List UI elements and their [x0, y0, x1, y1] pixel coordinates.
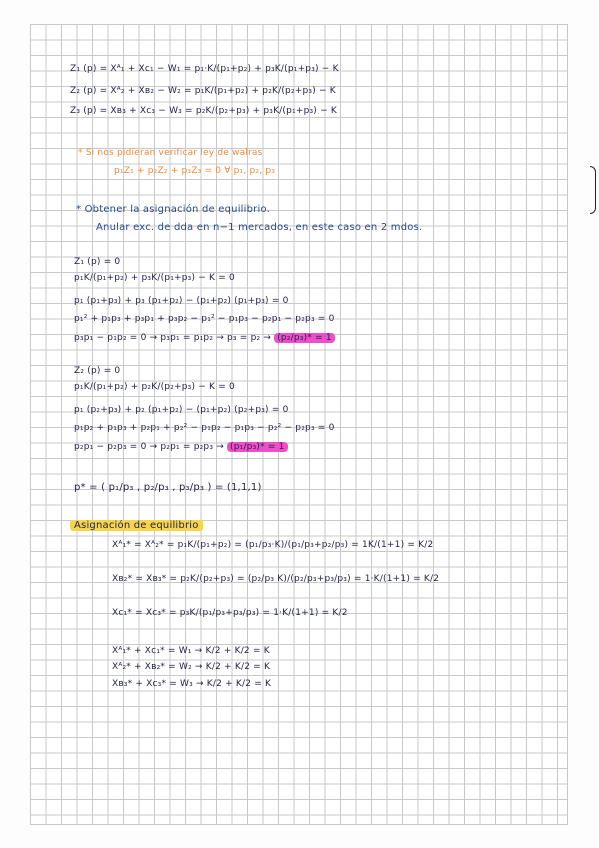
eq-z3: Z₃ (p) = Xʙ₃ + Xᴄ₃ − W₃ = p₂K/(p₂+p₃) + p₃K/(p₁+p₃) − K: [70, 106, 337, 116]
check-sum-1: Xᴬ₁* + Xᴄ₁* = W₁ → K/2 + K/2 = K: [112, 646, 270, 656]
block-a-line-2: p₁K/(p₁+p₂) + p₃K/(p₁+p₃) − K = 0: [74, 273, 235, 283]
allocation-good-c: Xᴄ₁* = Xᴄ₃* = p₃K/(p₁/p₃+p₃/p₃) = 1·K/(1+1) = K/2: [112, 608, 348, 618]
check-sum-3: Xʙ₃* + Xᴄ₃* = W₃ → K/2 + K/2 = K: [112, 679, 272, 689]
allocation-heading: [70, 520, 203, 531]
allocation-good-b: Xʙ₂* = Xʙ₃* = p₂K/(p₂+p₃) = (p₂/p₃ K)/(p₂/p₃+p₃/p₃) = 1·K/(1+1) = K/2: [112, 574, 440, 584]
block-a-result-highlight: (p₂/p₃)* = 1: [274, 333, 335, 343]
block-b-line-4: p₁p₂ + p₁p₃ + p₂p₁ + p₂² − p₁p₂ − p₁p₃ − p₂² − p₂p₃ = 0: [74, 423, 335, 433]
block-b-line-2: p₁K/(p₁+p₂) + p₂K/(p₂+p₃) − K = 0: [74, 382, 235, 392]
walras-equation: p₁Z₁ + p₂Z₂ + p₃Z₃ = 0 ∀ p₁, p₂, p₃: [114, 166, 276, 176]
equilibrium-subheading: Anular exc. de dda en n−1 mercados, en este caso en 2 mdos.: [96, 222, 423, 233]
allocation-heading-highlight: Asignación de equilibrio: [70, 520, 203, 531]
check-sum-2: Xᴬ₂* + Xʙ₂* = W₂ → K/2 + K/2 = K: [112, 662, 271, 672]
block-a-line-4: p₁² + p₁p₃ + p₃p₁ + p₃p₂ − p₁² − p₁p₃ − p₂p₁ − p₂p₃ = 0: [74, 314, 335, 324]
eq-z2: Z₂ (p) = Xᴬ₂ + Xʙ₂ − W₂ = p₁K/(p₁+p₂) + p₂K/(p₂+p₃) − K: [70, 86, 336, 96]
block-b-line-1: Z₂ (p) = 0: [74, 366, 121, 376]
equilibrium-heading: * Obtener la asignación de equilibrio.: [76, 204, 270, 215]
block-a-line-1: Z₁ (p) = 0: [74, 257, 121, 267]
block-b-result-highlight: (p₁/p₃)* = 1: [227, 442, 288, 452]
block-b-line-5: [74, 442, 288, 453]
walras-note: * Si nos pidieran verificar ley de walras: [78, 148, 263, 158]
eq-z1: Z₁ (p) = Xᴬ₁ + Xᴄ₁ − W₁ = p₁·K/(p₁+p₂) + p₃K/(p₁+p₃) − K: [70, 64, 339, 74]
block-b-derivation: p₂p₁ − p₂p₃ = 0 → p₂p₁ = p₂p₃ →: [74, 442, 224, 452]
block-a-derivation: p₃p₁ − p₁p₂ = 0 → p₃p₁ = p₁p₂ → p₃ = p₂ →: [74, 333, 272, 343]
block-a-line-3: p₁ (p₁+p₃) + p₃ (p₁+p₂) − (p₁+p₂) (p₁+p₃) = 0: [74, 296, 289, 306]
margin-bracket-mark: [590, 166, 596, 214]
equilibrium-price-vector: p* = ( p₁/p₃ , p₂/p₃ , p₃/p₃ ) = (1,1,1): [74, 482, 262, 493]
allocation-good-a: Xᴬ₁* = Xᴬ₂* = p₁K/(p₁+p₂) = (p₁/p₃·K)/(p₁/p₃+p₂/p₃) = 1K/(1+1) = K/2: [112, 540, 434, 550]
block-a-line-5: [74, 333, 335, 344]
block-b-line-3: p₁ (p₂+p₃) + p₂ (p₁+p₂) − (p₁+p₂) (p₂+p₃) = 0: [74, 405, 289, 415]
